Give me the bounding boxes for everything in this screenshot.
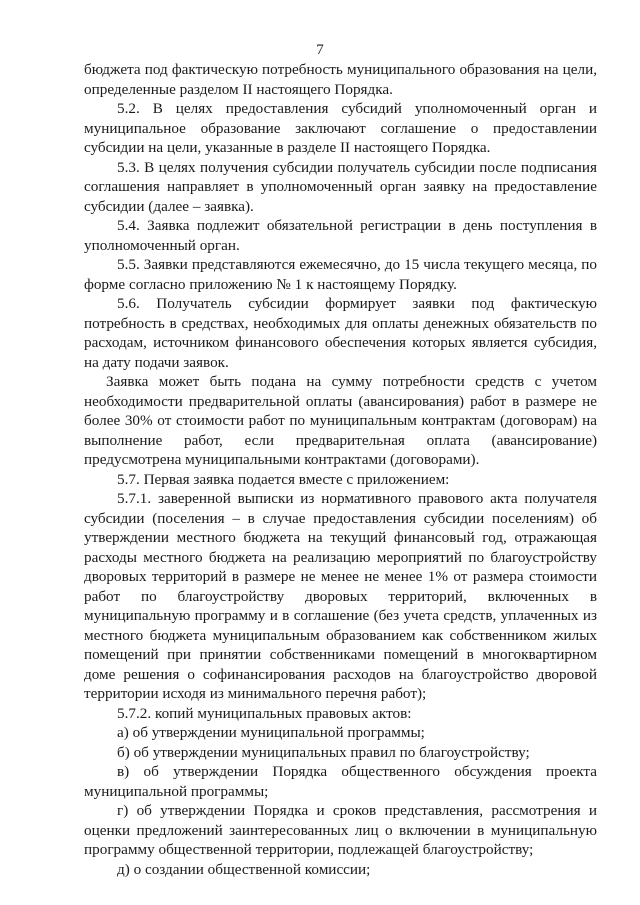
paragraph: 5.6. Получатель субсидии формирует заявки под фактическую потребность в средствах, необходимых для оплаты денежных обязательств по расходам, источником финансового обеспечения которых является субсидия, на дату подачи заявок. — [84, 295, 597, 371]
paragraph: д) о создании общественной комиссии; — [117, 860, 371, 878]
paragraph: 5.7.2. копий муниципальных правовых актов: — [117, 704, 412, 722]
paragraph: 5.5. Заявки представляются ежемесячно, до 15 числа текущего месяца, по форме согласно приложению № 1 к настоящему Порядку. — [84, 256, 597, 293]
paragraph: 5.2. В целях предоставления субсидий уполномоченный орган и муниципальное образование заключают соглашение о предоставлении субсидии на цели, указанные в разделе II настоящего Порядка. — [84, 100, 597, 156]
paragraph: в) об утверждении Порядка общественного обсуждения проекта муниципальной программы; — [84, 763, 597, 800]
paragraph: 5.7. Первая заявка подается вместе с приложением: — [117, 470, 450, 488]
paragraph: а) об утверждении муниципальной программы; — [117, 724, 425, 741]
paragraph: 5.7.1. заверенной выписки из нормативного правового акта получателя субсидии (поселения – в случае предоставления субсидии поселениям) об утверждении местного бюджета на текущий финансовый год, отражающая расходы местного бюджета на реализацию мероприятий по благоустройству дворовых территорий в размере не менее не менее 1% от размера стоимости работ по благоустройству дворовых территорий, включенных в муниципальную программу и в соглашение (без учета средств, уплаченных из местного бюджета муниципальным образованием как собственником жилых помещений при принятии собственниками помещений в многоквартирном доме решения о софинансирования расходов на благоустройство дворовой территории исходя из минимального перечня работ); — [84, 490, 597, 702]
document-body — [84, 60, 597, 879]
paragraph: бюджета под фактическую потребность муниципального образования на цели, определенные разделом II настоящего Порядка. — [84, 61, 597, 98]
paragraph: 5.4. Заявка подлежит обязательной регистрации в день поступления в уполномоченный орган. — [84, 217, 597, 254]
paragraph: 5.3. В целях получения субсидии получатель субсидии после подписания соглашения направляет в уполномоченный орган заявку на предоставление субсидии (далее – заявка). — [84, 158, 597, 215]
paragraph: г) об утверждении Порядка и сроков представления, рассмотрения и оценки предложений заинтересованных лиц о включении в муниципальную программу общественной территории, подлежащей благоустройству; — [84, 802, 597, 858]
paragraph: б) об утверждении муниципальных правил по благоустройству; — [117, 743, 530, 761]
page-number: 7 — [316, 42, 324, 58]
paragraph: Заявка может быть подана на сумму потребности средств с учетом необходимости предварительной оплаты (авансирования) работ в размере не более 30% от стоимости работ по муниципальным контрактам (договорам) на выполнение работ, если предварительная оплата (авансирование) предусмотрена муниципальными контрактами (договорами). — [84, 373, 597, 468]
